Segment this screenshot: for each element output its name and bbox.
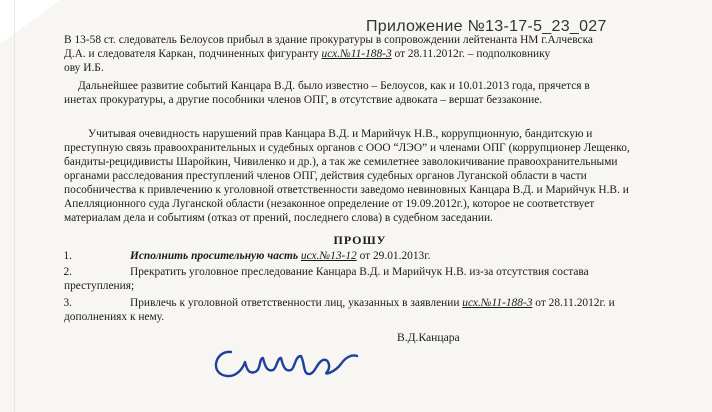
paragraph1-line1: В 13-58 ст. следователь Белоусов прибыл в здание прокуратуры в сопровождении лейтенанта НМ г.Алчевска <box>64 34 593 46</box>
item1-bold-text: Исполнить просительную часть <box>130 250 301 262</box>
item1-number: 1. <box>63 250 72 262</box>
request-heading: ПРОШУ <box>333 233 387 247</box>
paragraph3-line2: преступную связь правоохранительных и судебных органов с ООО “ЛЭО” и членами ОПГ (коррупционер Лещенко, <box>64 142 630 154</box>
item1-ref-link: исх.№13-12 <box>300 250 357 262</box>
signature-stroke <box>216 352 357 376</box>
paragraph1-line2-text-b: от 28.11.2012г. – подполковнику <box>391 48 551 60</box>
item3-text-b: от 28.11.2012г. и <box>532 297 615 309</box>
item3-ref-link: исх.№11-188-3 <box>462 297 533 309</box>
signatory-name: В.Д.Канцара <box>397 331 460 344</box>
paragraph3-line7: материалам дела и событиям (отказ от прений, последнего слова) в судебном заседании. <box>64 212 493 224</box>
item2-line1: Прекратить уголовное преследование Канцара В.Д. и Марийчук Н.В. из-за отсутствия состава <box>130 266 589 278</box>
folded-corner <box>0 0 60 44</box>
paragraph3-line5: пособничества к привлечению к уголовной ответственности заведомо невиновных Канцара В.Д. и Марийчук Н.В. и <box>64 184 629 196</box>
item3-line1 <box>130 297 615 310</box>
paragraph2-line2: инетах прокуратуры, а другие пособники членов ОПГ, в отсутствие адвоката – вершат беззаконие. <box>64 94 543 106</box>
paragraph2-line1: Дальнейшее развитие событий Канцара В.Д. было известно – Белоусов, как и 10.01.2013 года, прячется в <box>78 80 590 92</box>
paragraph1-line2 <box>64 48 550 61</box>
page-edge-line <box>14 0 15 412</box>
item1-date: от 29.01.2013г. <box>356 250 431 262</box>
item1-text <box>130 250 430 263</box>
paragraph1-line2-text-a: Д.А. и следователя Каркан, подчиненных фигуранту <box>64 48 322 60</box>
item3-line2: дополнениях к нему. <box>64 311 165 323</box>
paragraph1-line3: ову И.Б. <box>64 62 104 74</box>
item3-number: 3. <box>63 297 72 309</box>
paragraph3-line6: Апелляционного суда Луганской области (незаконное определение от 19.09.2012г.), которое не соответствует <box>64 198 595 210</box>
handwritten-signature <box>205 334 365 386</box>
paragraph3-line3: бандиты-рецидивисты Шаройкин, Чивиленко и др.), а так же семилетнее заволокичивание правоохранительными <box>64 156 618 168</box>
item2-line2: преступления; <box>64 280 135 292</box>
annex-header: Приложение №13-17-5_23_027 <box>366 18 607 35</box>
item2-number: 2. <box>63 266 72 278</box>
paragraph3-line4: органами расследования преступлений членов ОПГ, действия судебных органов Луганской области в части <box>64 170 587 182</box>
paragraph3-line1: Учитывая очевидность нарушений прав Канцара В.Д. и Марийчук Н.В., коррупционную, бандитскую и <box>88 128 593 140</box>
item3-text-a: Привлечь к уголовной ответственности лиц, указанных в заявлении <box>130 297 463 309</box>
paragraph1-ref-link: исх.№11-188-3 <box>321 48 392 60</box>
